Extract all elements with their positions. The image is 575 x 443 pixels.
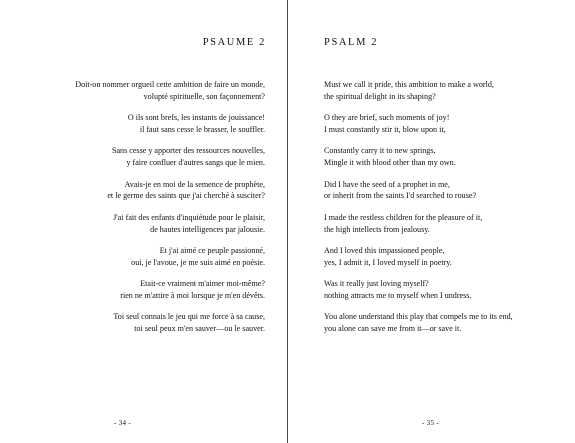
stanza xyxy=(35,179,265,203)
verse-line: And I loved this impassioned people, xyxy=(324,245,445,255)
stanza xyxy=(324,278,554,302)
stanza xyxy=(35,145,265,169)
verse-line: yes, I admit it, I loved myself in poetry. xyxy=(324,257,452,267)
stanza xyxy=(324,179,554,203)
page-title: PSALM 2 xyxy=(324,37,379,48)
page-number: - 34 - xyxy=(114,419,131,427)
page-title: PSAUME 2 xyxy=(202,37,266,48)
stanza xyxy=(35,245,265,269)
stanza xyxy=(35,112,265,136)
verse-line: de hautes intelligences par jalousie. xyxy=(150,224,265,234)
page-number: - 35 - xyxy=(422,419,439,427)
verse-line: O ils sont brefs, les instants de jouissance! xyxy=(127,113,265,123)
stanza xyxy=(35,311,265,335)
poem-body xyxy=(324,79,554,345)
verse-line: Mingle it with blood other than my own. xyxy=(324,158,456,168)
verse-line: or inherit from the saints I'd searched to rouse? xyxy=(324,191,477,201)
stanza xyxy=(35,278,265,302)
verse-line: J'ai fait des enfants d'inquiétude pour le plaisir, xyxy=(113,212,265,222)
verse-line: you alone can save me from it—or save it. xyxy=(324,324,462,334)
verse-line: Doit-on nommer orgueil cette ambition de faire un monde, xyxy=(75,80,265,89)
verse-line: O they are brief, such moments of joy! xyxy=(324,113,450,123)
verse-line: oui, je l'avoue, je me suis aimé en poésie. xyxy=(131,257,265,267)
verse-line: volupté spirituelle, son façonnement? xyxy=(143,91,265,101)
verse-line: You alone understand this play that compels me to its end, xyxy=(324,312,513,322)
stanza xyxy=(324,145,554,169)
stanza xyxy=(324,245,554,269)
verse-line: Did I have the seed of a prophet in me, xyxy=(324,179,450,189)
verse-line: Etait-ce vraiment m'aimer moi-même? xyxy=(140,279,265,289)
verse-line: I must constantly stir it, blow upon it, xyxy=(324,124,446,134)
verse-line: the spiritual delight in its shaping? xyxy=(324,91,436,101)
verse-line: Sans cesse y apporter des ressources nouvelles, xyxy=(111,146,265,156)
poem-body xyxy=(35,79,265,345)
verse-line: I made the restless children for the pleasure of it, xyxy=(324,212,483,222)
verse-line: et le germe des saints que j'ai cherché à susciter? xyxy=(107,191,265,201)
verse-line: Avais-je en moi de la semence de prophète, xyxy=(124,179,265,189)
stanza xyxy=(324,212,554,236)
stanza xyxy=(35,79,265,103)
verse-line: y faire confluer d'autres sangs que le mien. xyxy=(126,158,265,168)
stanza xyxy=(324,311,554,335)
verse-line: nothing attracts me to myself when I undress. xyxy=(324,290,472,300)
verse-line: Was it really just loving myself? xyxy=(324,279,429,289)
verse-line: rien ne m'attire à moi lorsque je m'en dévêts. xyxy=(120,290,265,300)
left-page xyxy=(0,0,287,443)
stanza xyxy=(35,212,265,236)
stanza xyxy=(324,112,554,136)
verse-line: Toi seul connais le jeu qui me force à sa cause, xyxy=(113,312,265,322)
stanza xyxy=(324,79,554,103)
verse-line: Must we call it pride, this ambition to make a world, xyxy=(324,80,494,89)
verse-line: Et j'ai aimé ce peuple passionné, xyxy=(159,245,265,255)
verse-line: Constantly carry it to new springs, xyxy=(324,146,436,156)
verse-line: toi seul peux m'en sauver—ou le sauver. xyxy=(134,324,265,334)
verse-line: the high intellects from jealousy. xyxy=(324,224,430,234)
right-page xyxy=(288,0,575,443)
verse-line: il faut sans cesse le brasser, le souffler. xyxy=(139,124,265,134)
